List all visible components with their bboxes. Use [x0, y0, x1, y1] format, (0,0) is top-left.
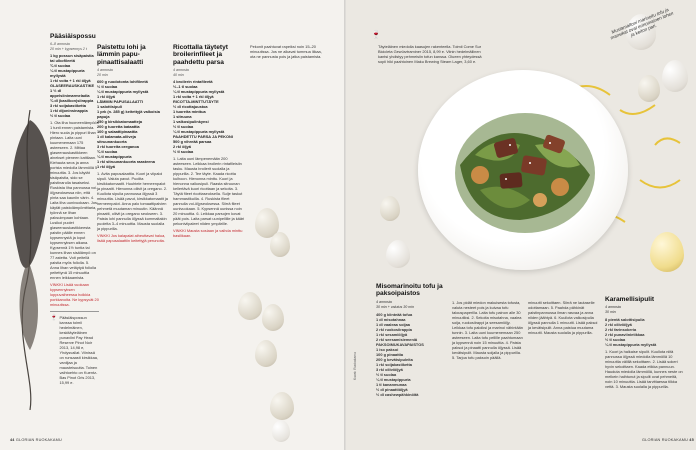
quail-egg	[238, 292, 262, 320]
recipe-servings: 4 annosta	[97, 68, 113, 73]
recipe-ingredients: 400 g kiinteää tofua 1 dl misotahnaa 1 dl vaaleaa soijaa 2 rkl ruokosiirappia 1 rkl sesamiöljyä 2 rkl seesamisiemeniä PAKSOIMUKAVAPAISTOS 1 iso paksoi 100 g pinaattia 200 g kevätsipuleita 1 rkl soijakastiketta 3 rkl oliiviöljyä ½ tl suolaa ¼ tl mustapippuria 1 tl kananmunaa ½ dl pinaattiöljyä ½ dl cashewpähkinöitä	[376, 311, 424, 397]
page-number: 44	[10, 438, 15, 442]
recipe-method: 1. Kuori ja halkaise sipulit. Kuullota niitä pannussa öljyssä miedolla lämmöllä 10 minuuttia välillä sekoittaen. 2. Lisää sokeri hyvin sekoittaen. Kaada etikka pannuun. Hauduta miedolla lämmöllä, kunnes neste on melkein haihtunut ja sipulit ovat pehmeitä, noin 10 minuuttia. Lisää tarvittaessa tilkka vettä. 3. Mausta suolalla ja pippurilla.	[605, 349, 683, 390]
recipe-tip: VINKKI Mausta sosiaan ja vaihda minttu basilikaan.	[173, 228, 243, 239]
recipe-title: Karamellisipulit	[605, 296, 655, 303]
recipe-servings: 6–8 annosta	[50, 42, 70, 47]
quail-egg	[270, 232, 290, 257]
recipe-servings: 4 annosta	[376, 299, 392, 304]
recipe-method: 1. Jos pidät miedon makuisesta tofusta, valuta nesteet pois ja kuivaa tofu talouspaperilla. Laita tofu painon alle 30 minuutiksi. 2. Sekoita misotahna, vaalea soija, ruokosiirappi ja seesamiöljy. Leikkaa tofu paloiksi ja marinoi vähintään tunnin. 3. Laita uuni kuumenemaan 250 asteeseen. Laita tofu pellille paahtumaan ja kypsennä noin 15 minuuttia. 4. Paista paksoi ja pinaatti pannulla öljyssä. Lisää kevätsipulit. Mausta soijalla ja pippurilla. 5. Tarjoa tofu paksoin päällä.	[452, 300, 523, 360]
recipe-title: Paistettu lohi ja lämmin papu-pinaattisalaatti	[97, 44, 146, 66]
recipe-column-6	[452, 300, 524, 360]
page-section: GLORIAN RUOKAKAMU	[642, 438, 689, 442]
recipe-servings: 4 annosta	[173, 68, 189, 73]
recipe-method: 1. Laita uuni lämpenemään 200 asteeseen. Leikkaa broilerin rintafileisiin tasku. Mausta broilerit suolalla ja pippurilla. 2. Tee täyte. Kaada ricotta kulhoon. Hienonna minttu. Kuori ja hienonna valkosipuli. Raasta sitruunan kellertävä kuori ricottaan ja sekoita. 3. Täytä fileet ricottaseoksella. Sulje taskut hammastikuilla. 4. Ruskista fileet pannulla voi-öljyseoksessa. Siirrä fileet uunivuokaan. 5. Kypsennä uunissa noin 20 minuuttia. 6. Leikkaa parsojen kovat päät pois. Laita parsat uunipellille ja kääri pekoniviipaleet niiden ympärille.	[173, 156, 245, 227]
recipe-time: 40 min	[173, 72, 184, 77]
quail-egg	[380, 196, 400, 221]
recipe-column-5	[376, 283, 448, 397]
recipe-column-2	[97, 44, 168, 243]
wine-glass-icon: 🍷	[50, 315, 58, 322]
recipe-ingredients: 600 g ruodotonta lohifileetä ½ tl suolaa ¼ tl mustapippuria myllystä 1 rkl öljyä LÄMMIN PAPUSALAATTI 1 salottisipuli 1 prk (n. 285 g) keitettyjä valkoisia papuja 250 g kirsikkatomaatteja 200 g tuoretta bataattia 100 g salaattipinaattia 1 dl kalamata-oliiveja sitruunankuorta 3 rkl tuoreita oreganoa ¾ tl suolaa ¼ tl mustapippuria 1 rkl sitruunankuorta raasteena 1 rkl öljyä	[97, 79, 160, 170]
recipe-ingredients: 4 broilerin rintafileetä ½–1 tl suolaa ¼ tl mustapippuria myllystä 1 rkl voita + 1 rkl öljyä RICOTTA-MINTTUTÄYTE ½ dl ricottajuustoa 1 tuoreita minttua 1 sitruuna 1 valkosipulinkynsi ½ tl suolaa ¼ tl mustapippuria myllystä PAAHDETTU PARSA JA PEKONI 500 g vihreää parsaa 2 rkl öljyä ½ tl suolaa	[173, 79, 233, 155]
page-number: 45	[689, 438, 694, 442]
wine-pairing-text: Pääsiäispossun kanssa toimii hedelmäinen, keskitäyteläinen punaviini Pay Head Reserve Pinot Noir 2013, 14,98 e, Yhdysvallat. Viinissä on runsaasti kirsikkaa, vaniljaa ja mausteisuutta. Toinen vaihtoehto on Kuentz-Bas Pinot Gris 2013, 15,99 e.	[59, 315, 98, 386]
recipe-title: Pääsiäispossu	[50, 33, 96, 40]
recipe-ingredients: 8 pientä salottisipulia 2 rkl oliiviöljyä 2 rkl farinsokeria 2 rkl punaviinietikkaa ½ tl suolaa ¼ tl mustapippuria myllystä	[605, 317, 657, 348]
tofu-salad-illustration	[440, 95, 610, 245]
wine-pairing-text: Täyteläinen miedolla kaasujen rakenteella. Toimii Come Sur Bicicleta Gewürztraminer 2015, 8,99 e. Viinin hedelmällinen kantsi yhdistyy pehmeisiin tofun kanssa. Olueen yhteydessä sopii hiki paahtoinen Maku Brewing Steam Lager, 3,60 e.	[378, 44, 482, 64]
recipe-continuation: Pekonit paahtuvat rapeiksi noin 15–20 minuutissa. Jos ne alkavat tummua liikaa, ota ne pannusta pois ja jatka paistamista.	[250, 44, 322, 59]
recipe-column-1	[50, 33, 99, 385]
recipe-servings: 4 annosta	[605, 305, 621, 310]
wine-pairing	[50, 315, 99, 385]
recipe-column-4	[250, 44, 328, 59]
quail-egg	[270, 392, 294, 420]
divider	[50, 311, 99, 312]
recipe-time: 30 min	[605, 310, 616, 315]
recipe-column-3	[173, 44, 245, 238]
recipe-ingredients: 1 kg possun sisäpaistia tai ulkofileetä ¾ tl suolaa ¼ tl mustapippuria myllystä 1 rkl voita + 1 rkl öljyä GLASEERAUSKASTIKE 1 ½ dl appelsiinimarmeladia ¾ dl (basilkon)siirappia 3 rkl soijakastiketta 1 rkl dijoninsinappia ½ tl suolaa	[50, 53, 95, 119]
photo-credit: Kuvat: Ruokakamu	[353, 352, 357, 380]
page-folio	[642, 438, 694, 442]
recipe-column-7	[528, 300, 600, 335]
recipe-tip: VINKKI Jos kalapalat aiheuttavat halua, lisää papusalaattiin keitettyjä perunoita.	[97, 233, 166, 244]
recipe-tip: VINKKI Lisää vuokaan kypsennyksen loppuvaiheessa hoikkia porkkanoita. Ne kypsyvät 20 minuutissa.	[50, 282, 99, 308]
left-page	[0, 0, 346, 450]
white-egg	[272, 420, 290, 442]
recipe-column-8	[605, 296, 683, 389]
recipe-method: 1. Ota liha huoneenlämpöön 1 tunti ennen paistamista. Hiero suola ja pippuri lihan pintaan. Laita uuni kuumenemaan 175 asteeseen. 2. Mittaa glaseerauskastikkeen ainekset pieneen kattilaan. Kiehauta seos ja anna porista miedolla lämmöllä 5 minuuttia. 3. Jos käytät sisäpaistia, sido se paistinarulla tasaiseksi. Ruskista liha pannussa voi-öljyseoksessa niin, että pinta saa kauniin värin. 4. Laita liha uunivuokaan. Jos käytät paistolämpömittaria, työnnä se lihan paksuimpaan kohtaan. Lusikoi puolet glaseerauskastikkeesta paistin päälle ennen kypsennystä ja loput kypsennyksen aikana. Kypsennä 1½ tuntia tai kunnes lihan sisälämpö on 77 astetta. Voit peitellä paistia myös foliolla. 5. Anna lihan vetäytyä foliolla peitettynä 15 minuuttia ennen leikkaamista.	[50, 120, 99, 281]
recipe-method: 1. Avita papusalaattia. Kuori ja viipaloi sipuli. Valuta pavut. Puolita kirsikkatomaatit. Huuhtele herneenpalot ja pinaatit. Hienonna oliivit ja oregano. 2. Kuullota sipulia pannussa öljyssä 3 minuuttia. Lisää pavut, kirsikkatomaatit ja herneenpalot. Anna palo tomaattipalvien pehmetä muutaman minuutin. Käännä pinaatti, oliivit ja oregano seokseen. 3. Paista lohi pannulla öljyssä kummaltakin puolelta 3–4 minuuttia. Mausta suolalla ja pippurilla.	[97, 171, 168, 232]
recipe-title: Misomarinoitu tofu ja paksoipaistos	[376, 283, 443, 298]
page-folio	[10, 438, 62, 442]
recipe-time: 20 min + kypsennys 2 t	[50, 46, 87, 51]
recipe-method-continued: minuutti sekoittaen. Siirrä ne lautaselle odottamaan. 5. Paahda pähkinät paistinpannussa ilman rasvaa ja anna niiden jäähtyä. 6. Kuullota valkosipulia öljyssä pannulla 1 minuutti. Lisää paksoi ja kevätsipulit. Anna paistua muutama minuutti. Mausta suolalla ja pippurilla.	[528, 300, 598, 335]
quail-egg	[255, 340, 277, 367]
recipe-time: 30 min + valutus 30 min	[376, 304, 415, 309]
page-section: GLORIAN RUOKAKAMU	[15, 438, 62, 442]
recipe-title: Ricottalla täytetyt broilerinfileet ja paahdettu parsa	[173, 44, 228, 66]
white-egg	[386, 240, 410, 268]
quail-egg	[262, 304, 284, 331]
pull-quote: Mustamaltoni marinoitu tofu ja mansikat ovat erinomainen lohen ja keiton pari.	[609, 7, 675, 41]
recipe-time: 20 min	[97, 72, 108, 77]
wine-glass-icon: 🍷	[371, 30, 381, 39]
